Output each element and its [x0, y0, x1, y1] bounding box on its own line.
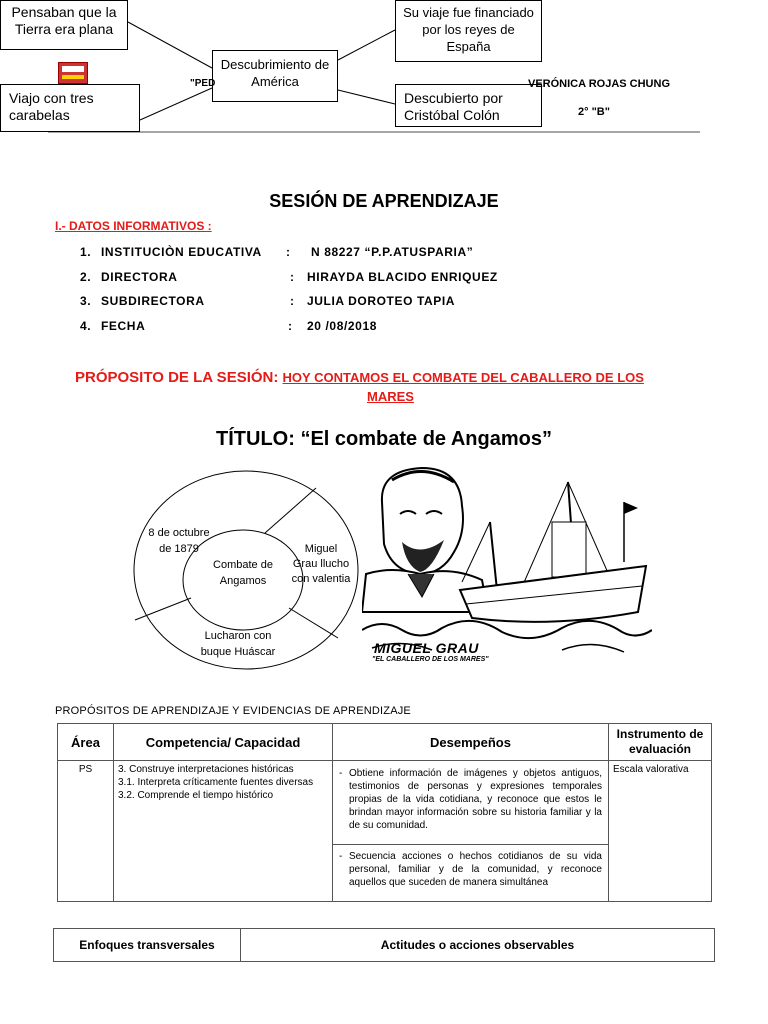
header-instrumento: Instrumento de evaluación	[609, 724, 712, 761]
bullet-dash: -	[339, 768, 343, 779]
illustration-drawing	[362, 462, 652, 668]
bullet-dash: -	[339, 851, 343, 862]
circle-diagram	[133, 470, 359, 670]
circle-text-line: buque Huáscar	[200, 646, 276, 658]
teacher-name: VERÓNICA ROJAS CHUNG	[528, 78, 670, 90]
info-value: HIRAYDA BLACIDO ENRIQUEZ	[307, 270, 498, 284]
circle-bottom	[183, 628, 293, 660]
info-value: 20 /08/2018	[307, 319, 377, 333]
info-sep: :	[290, 270, 295, 284]
circle-center-line: Combate de	[213, 559, 273, 571]
illustration-caption: MIGUEL GRAU	[374, 640, 479, 656]
header-competencia: Competencia/ Capacidad	[114, 724, 333, 761]
session-title: TÍTULO: “El combate de Angamos”	[216, 428, 552, 450]
cell-instrumento: Escala valorativa	[609, 761, 712, 902]
table-header-row	[54, 929, 715, 962]
info-num: 4.	[80, 319, 92, 333]
info-label: FECHA	[101, 319, 146, 333]
info-sep: :	[290, 294, 295, 308]
circle-text-line: Lucharon con	[204, 630, 272, 642]
concept-top-right: Su viaje fue financiado por los reyes de España	[395, 0, 542, 62]
grade: 2° "B"	[578, 106, 610, 118]
info-label: DIRECTORA	[101, 270, 178, 284]
miguel-grau-illustration	[362, 462, 652, 668]
concept-bottom-left: Viajo con tres carabelas	[0, 84, 140, 132]
table-header-row	[58, 724, 712, 761]
school-logo	[58, 62, 88, 84]
competencia-line: 3.2. Comprende el tiempo histórico	[118, 790, 274, 801]
desempeno-text: Obtiene información de imágenes y objetos antiguos, testimonios de personas y expresiones temporales propias de la vida cotidiana, y reconoce que estos le brindan mayor información sobre su historia familiar y la de su comunidad.	[349, 768, 602, 831]
concept-bottom-right: Descubierto por Cristóbal Colón	[395, 84, 542, 127]
section-label: I.- DATOS INFORMATIVOS :	[55, 219, 212, 233]
cell-desempeno	[333, 845, 609, 902]
table-title: PROPÓSITOS DE APRENDIZAJE Y EVIDENCIAS DE APRENDIZAJE	[55, 705, 411, 717]
desempeno-text: Secuencia acciones o hechos cotidianos de su vida personal, familiar y de la comunidad, y reconoce aquellos que suceden de manera simultánea	[349, 851, 602, 888]
illustration-subcaption: "EL CABALLERO DE LOS MARES"	[372, 656, 489, 663]
circle-text-line: Miguel	[304, 543, 338, 555]
header-fragment-left: "PED	[190, 78, 216, 89]
info-num: 1.	[80, 245, 92, 259]
circle-text-line: de 1879	[159, 543, 199, 555]
purpose	[75, 369, 644, 386]
header-area: Área	[58, 724, 114, 761]
header-actitudes: Actitudes o acciones observables	[241, 929, 715, 962]
purpose-text-line1: HOY CONTAMOS EL COMBATE DEL CABALLERO DE LOS	[282, 370, 644, 385]
circle-right	[283, 542, 359, 587]
enfoques-table	[53, 928, 715, 962]
info-num: 3.	[80, 294, 92, 308]
info-label: SUBDIRECTORA	[101, 294, 205, 308]
info-sep: :	[286, 245, 291, 259]
info-sep: :	[288, 319, 293, 333]
concept-center: Descubrimiento de América	[212, 50, 338, 102]
cell-competencia	[114, 761, 333, 902]
circle-text-line: con valentia	[291, 573, 351, 585]
info-label: INSTITUCIÒN EDUCATIVA	[101, 245, 262, 259]
competencia-line: 3.1. Interpreta críticamente fuentes diversas	[118, 777, 314, 788]
table-row	[58, 761, 712, 845]
info-value: N 88227 “P.P.ATUSPARIA”	[311, 245, 474, 259]
competencia-line: 3. Construye interpretaciones históricas	[118, 764, 294, 775]
purpose-label: PRÓPOSITO DE LA SESIÓN:	[75, 369, 279, 386]
page-title: SESIÓN DE APRENDIZAJE	[269, 191, 499, 211]
concept-top-left: Pensaban que la Tierra era plana	[0, 0, 128, 50]
circle-center	[193, 557, 293, 589]
cell-desempeno	[333, 761, 609, 845]
purposes-table	[57, 723, 712, 902]
desempeno-item	[339, 850, 602, 889]
purpose-text-line2: MARES	[367, 389, 414, 404]
header-enfoques: Enfoques transversales	[54, 929, 241, 962]
circle-center-line: Angamos	[219, 575, 267, 587]
info-num: 2.	[80, 270, 92, 284]
circle-text-line: 8 de octubre	[148, 527, 210, 539]
info-value: JULIA DOROTEO TAPIA	[307, 294, 456, 308]
circle-text-line: Grau llucho	[292, 558, 350, 570]
cell-area: PS	[58, 761, 114, 902]
desempeno-item	[339, 767, 602, 832]
header-desempenos: Desempeños	[333, 724, 609, 761]
circle-top-left	[139, 525, 219, 557]
